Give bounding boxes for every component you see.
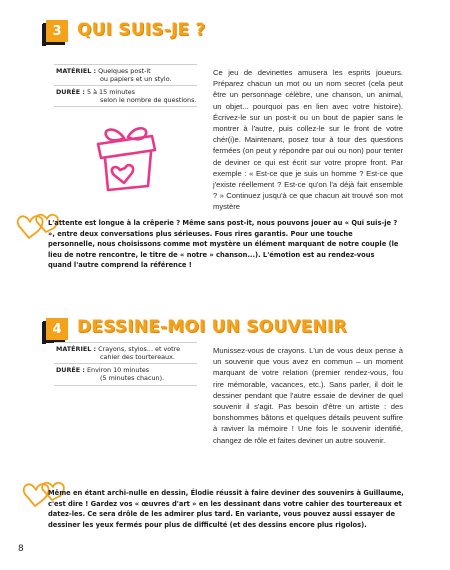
- materials-label: MATÉRIEL :: [56, 67, 97, 75]
- divider: [54, 106, 197, 107]
- section-number: 4: [52, 321, 62, 337]
- section-number: 3: [52, 23, 62, 39]
- materials-value-cont: cahier des tourtereaux.: [100, 353, 175, 361]
- section-number-badge: [46, 318, 68, 340]
- materials-block: [56, 67, 206, 83]
- tip-paragraph: Même en étant archi-nulle en dessin, Élodie réussit à faire deviner des souvenirs à Guillaume, c'est dire ! Gardez vos « œuvres d'art » en les dessinant dans votre cahier des tourtereaux et datez-les. Ce sera drôle de les admirer plus tard. En variante, vous pouvez aussi essayer de dessiner les yeux fermés pour plus de difficulté (et des dessins encore plus rigolos).: [48, 489, 404, 529]
- materials-value: Crayons, stylos... et votre: [98, 345, 181, 353]
- duration-value-cont: (5 minutes chacun).: [100, 374, 165, 382]
- duration-label: DURÉE :: [56, 88, 85, 96]
- divider: [54, 64, 197, 65]
- duration-value-cont: selon le nombre de questions.: [100, 96, 197, 104]
- materials-value: Quelques post-it: [98, 67, 151, 75]
- section-title: DESSINE-MOI UN SOUVENIR: [77, 317, 347, 337]
- duration-label: DURÉE :: [56, 366, 85, 374]
- instructions-paragraph: Munissez-vous de crayons. L'un de vous deux pense à un souvenir que vous avez en commun – un moment marquant de votre relation (premier rendez-vous, fou rire mémorable, vacances, etc.). Sans parler, il doit le dessiner pendant que l'autre essaie de deviner de quel souvenir il s'agit. Pas besoin d'être un artiste : des bonshommes bâtons et quelques détails peuvent suffire à raviver la mémoire ! Une fois le souvenir identifié, changez de rôle et faites deviner un autre souvenir.: [213, 346, 403, 445]
- section-title: QUI SUIS-JE ?: [77, 20, 206, 40]
- page-number: 8: [18, 544, 24, 554]
- instructions-paragraph: Ce jeu de devinettes amusera les esprits joueurs. Préparez chacun un mot ou un nom secret (cela peut être un personnage célèbre, une chanson, un animal, un objet... pourquoi pas en lien avec votre histoire). Écrivez-le sur un post-it ou un bout de papier sans le montrer à l'autre, puis collez-le sur le front de votre chér(i)e. Maintenant, posez tour à tour des questions fermées (on peut y répondre par oui ou non) pour tenter de deviner ce qui est écrit sur votre propre front. Par exemple : « Est-ce que je suis un homme ? Est-ce que j'existe réellement ? Est-ce qu'on l'a déjà fait ensemble ? » Continuez jusqu'à ce que chacun ait trouvé son mot mystère: [213, 68, 403, 212]
- duration-block: [56, 88, 206, 104]
- materials-value-cont: ou papiers et un stylo.: [100, 75, 172, 83]
- divider: [54, 363, 197, 364]
- divider: [54, 85, 197, 86]
- duration-value: 5 à 15 minutes: [86, 88, 136, 96]
- materials-block: [56, 345, 206, 361]
- duration-value: Environ 10 minutes: [86, 366, 150, 374]
- tip-paragraph: L'attente est longue à la crêperie ? Même sans post-it, nous pouvons jouer au « Qui suis-je ? », entre deux conversations plus sérieuses. Fous rires garantis. Pour une touche personnelle, nous choisissons comme mot mystère un élément marquant de notre couple (le lieu de notre rencontre, le titre de « notre » chanson...). L'émotion est au rendez-vous quand l'autre comprend la référence !: [48, 219, 399, 270]
- duration-block: [56, 366, 206, 382]
- materials-label: MATÉRIEL :: [56, 345, 97, 353]
- section-number-badge: [46, 20, 68, 42]
- divider: [54, 342, 197, 343]
- gift-heart-icon: [88, 120, 166, 196]
- divider: [54, 385, 197, 386]
